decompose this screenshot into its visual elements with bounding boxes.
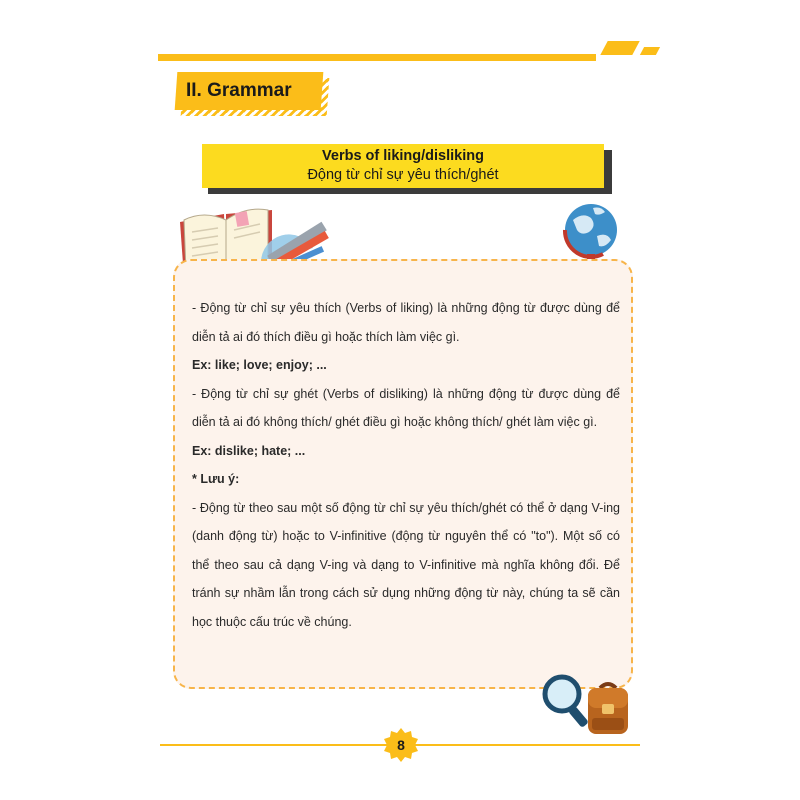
page-number: 8 <box>397 737 405 753</box>
paragraph-liking: - Động từ chỉ sự yêu thích (Verbs of liking) là những động từ được dùng để diễn tả ai đó thích điều gì hoặc thích làm việc gì. <box>192 301 620 344</box>
top-rule-accent-small <box>640 47 660 55</box>
paragraph-disliking: - Động từ chỉ sự ghét (Verbs of disliking) là những động từ được dùng để diễn tả ai đó không thích/ ghét điều gì hoặc không thích/ ghét làm việc gì. <box>192 386 620 429</box>
section-heading <box>176 72 326 114</box>
top-rule-accent <box>600 41 639 55</box>
title-banner <box>202 144 604 188</box>
example-liking: Ex: like; love; enjoy; ... <box>192 358 327 372</box>
section-heading-box <box>175 72 324 110</box>
title-vietnamese: Động từ chỉ sự yêu thích/ghét <box>307 167 499 183</box>
title-english: Verbs of liking/disliking <box>322 148 484 164</box>
school-bag-icon <box>578 678 638 740</box>
section-heading-text: II. Grammar <box>186 80 292 101</box>
paragraph-note: - Động từ theo sau một số động từ chỉ sự yêu thích/ghét có thể ở dạng V-ing (danh động từ) hoặc to V-infinitive (động từ nguyên thể có "to"). Một số có thể theo sau cả dạng V-ing và dạng to V-infinitive mà nghĩa không đổi. Để tránh sự nhầm lẫn trong cách sử dụng những động từ này, chúng ta sẽ cần học thuộc cấu trúc về chúng. <box>192 500 620 629</box>
note-heading: * Lưu ý: <box>192 472 240 486</box>
top-rule <box>158 54 596 61</box>
content-text <box>192 294 620 636</box>
example-disliking: Ex: dislike; hate; ... <box>192 443 306 458</box>
